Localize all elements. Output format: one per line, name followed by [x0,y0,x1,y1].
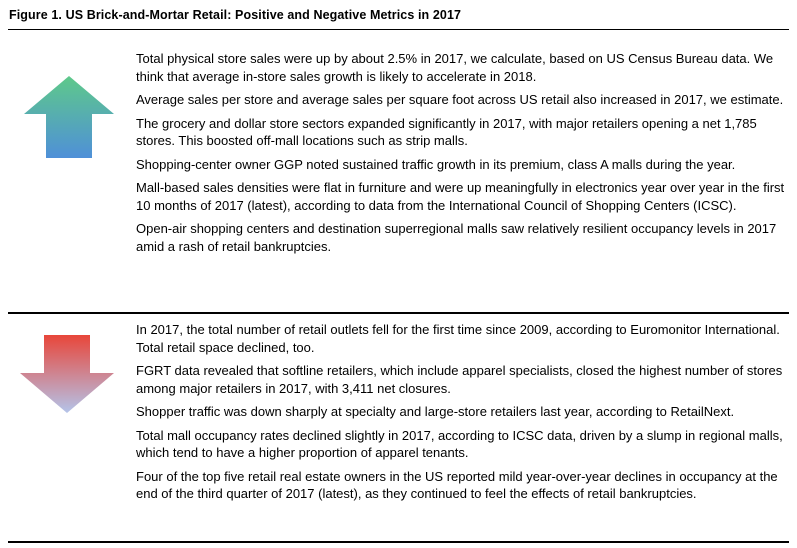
down-arrow-icon [20,335,114,413]
up-arrow-icon [24,76,114,158]
negative-metric: Shopper traffic was down sharply at specialty and large-store retailers last year, according to RetailNext. [136,404,735,419]
negative-metric: Total mall occupancy rates declined slightly in 2017, according to ICSC data, driven by a slump in regional malls, which tend to have a higher proportion of apparel tenants. [136,427,783,460]
positive-metric: The grocery and dollar store sectors expanded significantly in 2017, with major retailers opening a net 1,785 stores. This boosted off-mall locations such as strip malls. [136,115,757,148]
top-rule [8,29,789,30]
figure-title: Figure 1. US Brick-and-Mortar Retail: Positive and Negative Metrics in 2017 [9,8,462,22]
negative-metric: Four of the top five retail real estate owners in the US reported mild year-over-year declines in occupancy at the end of the third quarter of 2017 (latest), as they continued to feel the effects of retail bankruptcies. [136,468,778,501]
positive-metric: Average sales per store and average sales per square foot across US retail also increased in 2017, we estimate. [136,92,784,107]
bottom-rule [8,541,789,543]
positive-metric: Shopping-center owner GGP noted sustained traffic growth in its premium, class A malls during the year. [136,156,736,172]
positive-metric: Open-air shopping centers and destination superregional malls saw relatively resilient occupancy levels in 2017 amid a rash of retail bankruptcies. [136,221,777,254]
section-divider [8,312,789,314]
positive-metric: Mall-based sales densities were flat in furniture and were up meaningfully in electronics year over year in the first 10 months of 2017 (latest), according to data from the International Council of Shopping Centers (ICSC). [136,180,785,213]
negative-metrics-list [136,321,788,509]
negative-metric: FGRT data revealed that softline retailers, which include apparel specialists, closed the highest number of stores among major retailers in 2017, with 3,411 net closures. [136,363,783,396]
positive-metrics-list [136,50,788,261]
positive-metric: Total physical store sales were up by about 2.5% in 2017, we calculate, based on US Census Bureau data. We think that average in-store sales growth is likely to accelerate in 2018. [136,51,774,84]
negative-metric: In 2017, the total number of retail outlets fell for the first time since 2009, according to Euromonitor International. Total retail space declined, too. [136,322,780,355]
